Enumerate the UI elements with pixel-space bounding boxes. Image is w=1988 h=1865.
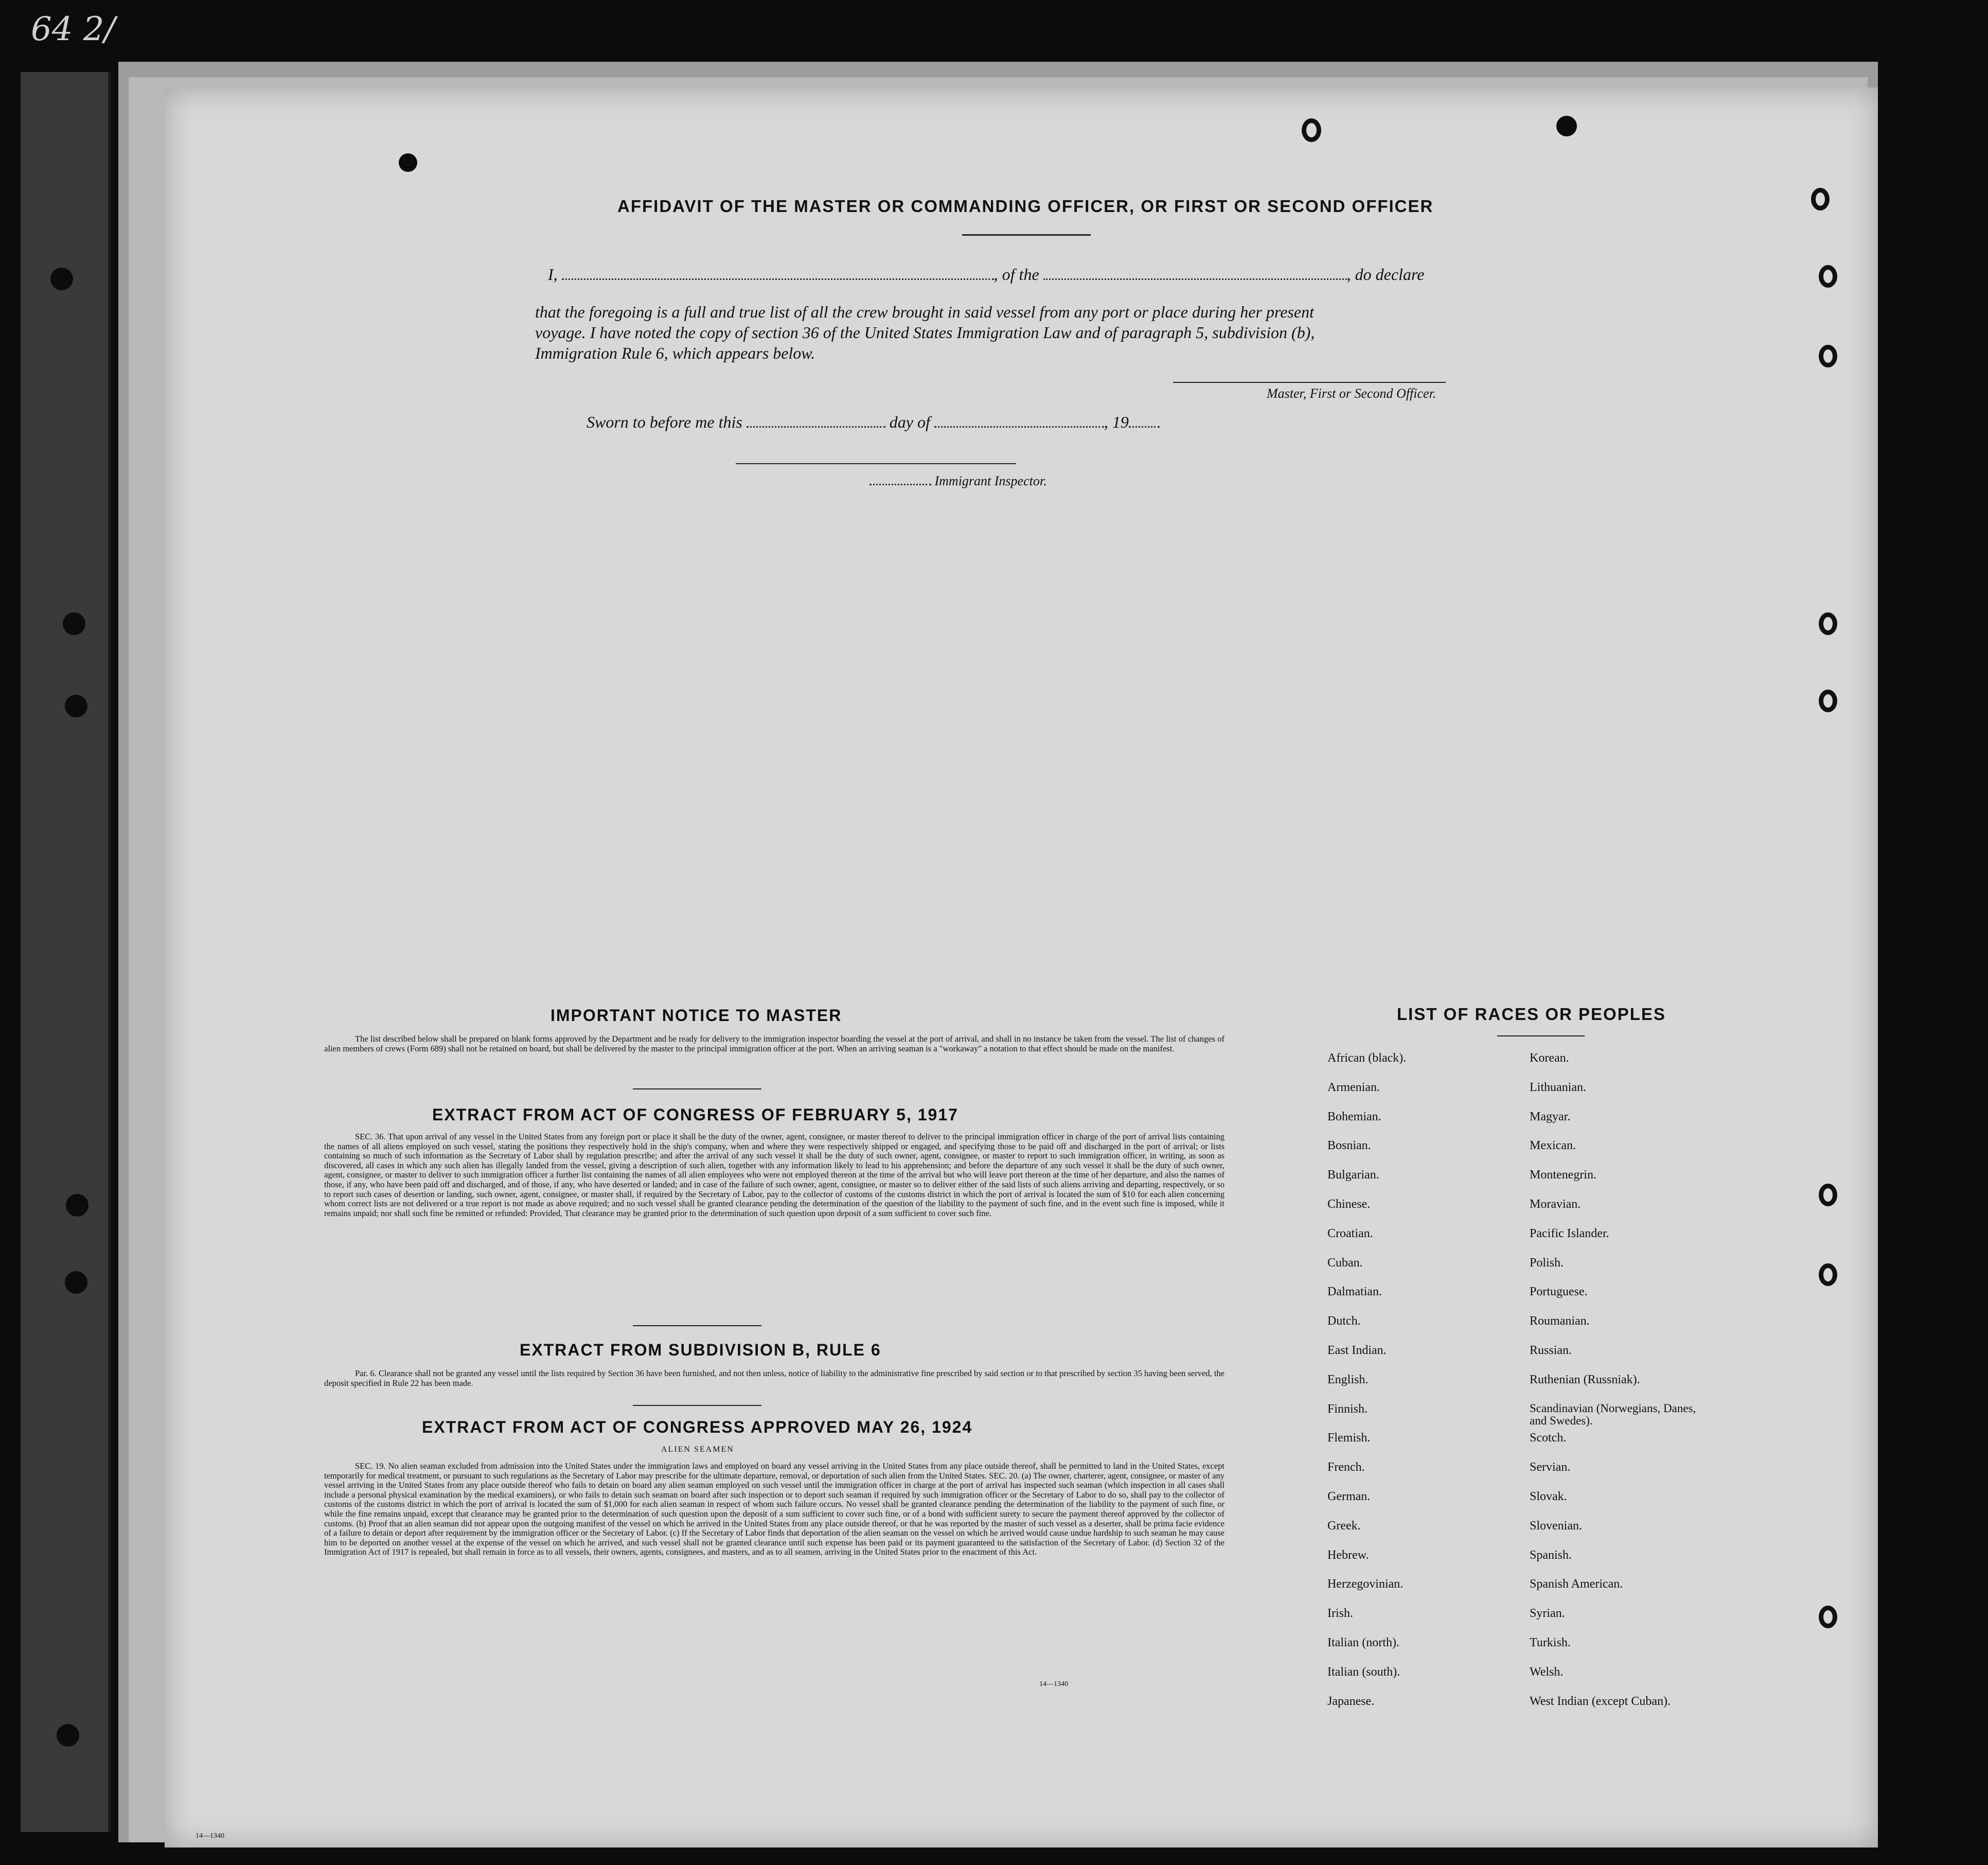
extract-rule6-body: Par. 6. Clearance shall not be granted any vessel until the lists required by Section 36 have been furnished, and not then unless, notice of liability to the administrative fine prescribed by said section or to that prescribed by section 35 having been served, the deposit specified in Rule 22 has been made. <box>324 1368 1224 1388</box>
punch-hole <box>1819 1184 1837 1206</box>
affidavit-title: AFFIDAVIT OF THE MASTER OR COMMANDING OFFICER, OR FIRST OR SECOND OFFICER <box>617 197 1434 216</box>
race-item: Irish. <box>1327 1607 1353 1621</box>
vessel-blank[interactable] <box>1043 278 1347 280</box>
race-item: Bulgarian. <box>1327 1168 1379 1182</box>
binder-hole <box>65 695 87 717</box>
month-blank[interactable] <box>934 426 1104 428</box>
race-item: Servian. <box>1530 1461 1571 1474</box>
affidavit-line-1c: , do declare <box>1346 265 1425 284</box>
race-item: Scotch. <box>1530 1431 1567 1445</box>
manifest-page <box>165 87 1878 1848</box>
punch-hole <box>1819 612 1837 635</box>
race-item: English. <box>1327 1373 1369 1386</box>
affidavit-line-1 <box>548 265 1424 284</box>
race-item: Spanish. <box>1530 1548 1572 1562</box>
inspector-label <box>869 473 1047 489</box>
binder-hole <box>50 268 73 290</box>
divider <box>962 234 1091 236</box>
race-item: Polish. <box>1530 1256 1564 1270</box>
punch-hole <box>399 153 417 172</box>
race-item: Japanese. <box>1327 1694 1375 1708</box>
sworn-a: Sworn to before me this <box>587 413 742 431</box>
extract-1917-title: EXTRACT FROM ACT OF CONGRESS OF FEBRUARY 5, 1917 <box>432 1105 958 1124</box>
race-item: Slovak. <box>1530 1490 1567 1503</box>
race-item: Mexican. <box>1530 1139 1576 1153</box>
divider <box>633 1405 761 1406</box>
race-item: Dalmatian. <box>1327 1285 1382 1299</box>
race-item: Bosnian. <box>1327 1139 1371 1153</box>
race-item: Chinese. <box>1327 1198 1371 1211</box>
race-item: Lithuanian. <box>1530 1080 1586 1094</box>
divider <box>633 1325 761 1326</box>
affidavit-line-2: that the foregoing is a full and true list of all the crew brought in said vessel from any port or place during her present <box>535 303 1314 321</box>
race-item: Roumanian. <box>1530 1314 1590 1328</box>
binder-strip <box>21 72 111 1832</box>
signature-label: Master, First or Second Officer. <box>1267 386 1436 401</box>
affidavit-line-1b: , of the <box>993 265 1039 284</box>
punch-hole <box>1819 690 1837 712</box>
race-item: West Indian (except Cuban). <box>1530 1694 1671 1708</box>
race-item: Herzegovinian. <box>1327 1577 1404 1591</box>
extract-1917-body: SEC. 36. That upon arrival of any vessel in the United States from any foreign port or place it shall be the duty of the owner, agent, consignee, or master thereof to deliver to the principal immigration officer in charge of the port of arrival lists containing the names of all aliens employed on such vessel, stating the positions they respectively hold in the ship's company, when and where they were respectively shipped or engaged, and specifying those to be paid off and discharged in the port of arrival; or lists containing so much of such information as the Secretary of Labor shall by regulation prescribe; and after the arrival of any such vessel it shall be the duty of such owner, agent, consignee, or master to report to such immigration officer, in writing, as soon as discovered, all cases in which any such alien has illegally landed from the vessel, giving a description of such alien, together with any information likely to lead to his apprehension; and before the departure of any such vessel it shall be the duty of such owner, agent, consignee, or master to deliver to such immigration officer a further list containing the names of all alien employees who were not employed thereon at the time of the arrival but who will leave port thereon at the time of her departure, and also the names of those, if any, who have been paid off and discharged, and of those, if any, who have deserted or landed; and in case of the failure of such owner, agent, consignee, or master so to deliver either of the said lists of such aliens arriving and departing, respectively, or so to report such cases of desertion or landing, such owner, agent, consignee, or master shall, if required by the Secretary of Labor, pay to the collector of customs of the customs district in which the port of arrival is located the sum of $10 for each alien concerning whom correct lists are not delivered or a true report is not made as above required; and no such vessel shall be granted clearance pending the determination of the question of the liability to the payment of such fine, and in the event such fine is imposed, while it remains unpaid; nor shall such fine be remitted or refunded: Provided, That clearance may be granted prior to the determination of such question upon deposit of a sum sufficient to cover such fine. <box>324 1132 1224 1218</box>
race-item: Dutch. <box>1327 1314 1361 1328</box>
affidavit-line-3: voyage. I have noted the copy of section 36 of the United States Immigration Law and of paragraph 5, subdivision (b), <box>535 323 1315 342</box>
divider <box>1497 1035 1585 1036</box>
punch-hole <box>1556 116 1577 136</box>
race-item: Moravian. <box>1530 1198 1581 1211</box>
race-item: Welsh. <box>1530 1665 1564 1679</box>
affidavit-line-1a: I, <box>548 265 558 284</box>
race-item: Russian. <box>1530 1344 1572 1357</box>
name-blank[interactable] <box>562 278 994 280</box>
binder-hole <box>63 612 85 635</box>
binder-hole <box>66 1194 88 1217</box>
margin-note: 64 2/ <box>31 10 116 48</box>
race-item: Croatian. <box>1327 1226 1373 1240</box>
punch-hole <box>1811 188 1830 210</box>
race-item: Syrian. <box>1530 1607 1565 1621</box>
sworn-b: day of <box>889 413 930 431</box>
race-item: East Indian. <box>1327 1344 1387 1357</box>
extract-1924-body: SEC. 19. No alien seaman excluded from admission into the United States under the immigration laws and employed on board any vessel arriving in the United States from any place outside thereof, shall be permitted to land in the United States, except temporarily for medical treatment, or pursuant to such regulations as the Secretary of Labor may prescribe for the ultimate departure, removal, or deportation of such alien from the United States. SEC. 20. (a) The owner, charterer, agent, consignee, or master of any vessel arriving in the United States from any place outside thereof who fails to detain on board any alien seaman employed on such vessel until the immigration officer in charge at the port of arrival has inspected such seaman (which inspection in all cases shall include a personal physical examination by the medical examiners), or who fails to detain such seaman on board after such inspection or to deport such seaman if required by such immigration officer or the Secretary of Labor to do so, shall pay to the collector of customs of the customs district in which the port of arrival is located the sum of $1,000 for each alien seaman in respect of whom such failure occurs. No vessel shall be granted clearance pending the determination of the liability to the payment of such fine, or while the fine remains unpaid, except that clearance may be granted prior to the determination of such question upon the deposit of a sum sufficient to cover such fine, or of a bond with sufficient surety to secure the payment thereof approved by the collector of customs. (b) Proof that an alien seaman did not appear upon the outgoing manifest of the vessel on which he arrived in the United States from any place outside thereof, or that he was reported by the master of such vessel as a deserter, shall be prima facie evidence of a failure to detain or deport after requirement by the immigration officer or the Secretary of Labor. (c) If the Secretary of Labor finds that deportation of the alien seaman on the vessel on which he arrived would cause undue hardship to such seaman he may cause him to be deported on another vessel at the expense of the vessel on which he arrived, and such vessel shall not be granted clearance until such expense has been paid or its payment guaranteed to the satisfaction of the Secretary of Labor. (d) Section 32 of the Immigration Act of 1917 is repealed, but shall remain in force as to all vessels, their owners, agents, consignees, and masters, and as to all seamen, arriving in the United States prior to the enactment of this Act. <box>324 1461 1224 1557</box>
affidavit-line-4: Immigration Rule 6, which appears below. <box>535 344 815 362</box>
race-item: Ruthenian (Russniak). <box>1530 1373 1640 1386</box>
signature-line[interactable] <box>1173 382 1446 383</box>
race-item: Armenian. <box>1327 1080 1380 1094</box>
race-item: Spanish American. <box>1530 1577 1623 1591</box>
race-item: French. <box>1327 1461 1365 1474</box>
race-item: German. <box>1327 1490 1371 1503</box>
race-item: Flemish. <box>1327 1431 1371 1445</box>
race-item: Pacific Islander. <box>1530 1226 1609 1240</box>
year-blank[interactable] <box>1129 426 1160 428</box>
inspector-signature-line[interactable] <box>736 463 1016 464</box>
race-item: Greek. <box>1327 1519 1361 1533</box>
race-item: Portuguese. <box>1530 1285 1588 1299</box>
inspector-label-text: Immigrant Inspector. <box>934 473 1047 488</box>
race-item: Hebrew. <box>1327 1548 1369 1562</box>
divider <box>633 1088 761 1089</box>
race-item: Bohemian. <box>1327 1110 1381 1123</box>
punch-hole <box>1819 1263 1837 1286</box>
race-item: Montenegrin. <box>1530 1168 1596 1182</box>
bottom-form-number: 14—1340 <box>196 1832 224 1840</box>
race-item: African (black). <box>1327 1051 1407 1065</box>
binder-hole <box>57 1724 79 1747</box>
extract-rule6-title: EXTRACT FROM SUBDIVISION B, RULE 6 <box>520 1341 881 1359</box>
punch-hole <box>1819 1606 1837 1628</box>
notice-title: IMPORTANT NOTICE TO MASTER <box>551 1006 842 1025</box>
sworn-c: , 19 <box>1104 413 1129 431</box>
extract-1924-form-number: 14—1340 <box>1039 1680 1068 1688</box>
notice-body: The list described below shall be prepared on blank forms approved by the Department and be ready for delivery to the immigration inspector boarding the vessel at the port of arrival, and shall in no instance be taken from the vessel. The list of changes of alien members of crews (Form 689) shall not be retained on board, but shall be delivered by the master to the principal immigration officer at the port. When an arriving seaman is a "workaway" a notation to that effect should be made on the manifest. <box>324 1034 1224 1053</box>
sworn-line <box>587 413 1160 432</box>
race-item: Finnish. <box>1327 1402 1368 1416</box>
race-item: Turkish. <box>1530 1636 1571 1649</box>
extract-1924-subtitle: ALIEN SEAMEN <box>661 1445 734 1454</box>
punch-hole <box>1819 265 1837 288</box>
race-item: Italian (north). <box>1327 1636 1399 1649</box>
day-blank[interactable] <box>747 426 885 428</box>
punch-hole <box>1302 118 1321 142</box>
race-item: Italian (south). <box>1327 1665 1400 1679</box>
race-item: Slovenian. <box>1530 1519 1582 1533</box>
race-item: Scandinavian (Norwegians, Danes, and Swedes). <box>1530 1401 1696 1427</box>
inspector-blank <box>869 483 931 485</box>
extract-1924-title: EXTRACT FROM ACT OF CONGRESS APPROVED MAY 26, 1924 <box>422 1418 973 1436</box>
race-item: Korean. <box>1530 1051 1569 1065</box>
punch-hole <box>1819 345 1837 367</box>
binder-hole <box>65 1271 87 1294</box>
race-item: Magyar. <box>1530 1110 1571 1123</box>
race-item: Cuban. <box>1327 1256 1363 1270</box>
races-title: LIST OF RACES OR PEOPLES <box>1397 1005 1666 1024</box>
